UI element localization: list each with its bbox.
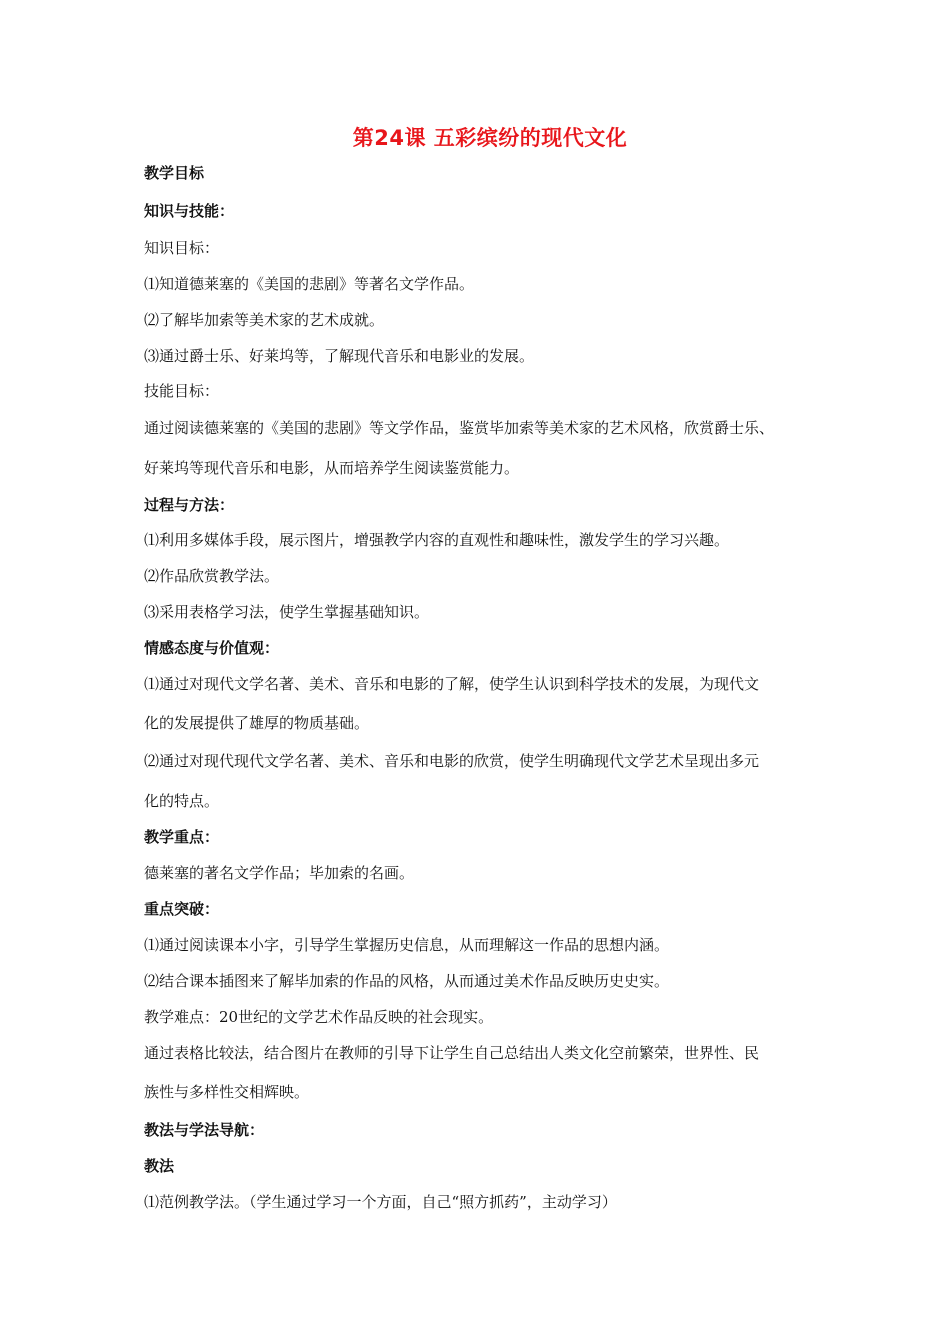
paragraph-line: ⑵了解毕加索等美术家的艺术成就。 [144, 311, 385, 329]
section-heading-teaching-learning-guide: 教法与学法导航： [144, 1121, 265, 1139]
paragraph-line: ⑶采用表格学习法，使学生掌握基础知识。 [144, 603, 430, 621]
paragraph-line: ⑴范例教学法。（学生通过学习一个方面，自己“照方抓药”，主动学习） [144, 1193, 617, 1211]
section-heading-teaching-goals: 教学目标 [144, 164, 205, 182]
subheading-knowledge-goals: 知识目标： [144, 239, 220, 257]
paragraph-line: ⑴通过阅读课本小字，引导学生掌握历史信息，从而理解这一作品的思想内涵。 [144, 936, 670, 954]
section-heading-key-points: 教学重点： [144, 828, 220, 846]
paragraph-line: ⑵结合课本插图来了解毕加索的作品的风格，从而通过美术作品反映历史史实。 [144, 972, 670, 990]
paragraph-line: ⑴利用多媒体手段，展示图片，增强教学内容的直观性和趣味性，激发学生的学习兴趣。 [144, 531, 730, 549]
paragraph-line: 通过表格比较法，结合图片在教师的引导下让学生自己总结出人类文化空前繁荣，世界性、民 [144, 1044, 760, 1062]
paragraph-line: 通过阅读德莱塞的《美国的悲剧》等文学作品，鉴赏毕加索等美术家的艺术风格，欣赏爵士乐、 [144, 419, 775, 437]
section-heading-key-breakthrough: 重点突破： [144, 900, 220, 918]
paragraph-line: ⑶通过爵士乐、好莱坞等，了解现代音乐和电影业的发展。 [144, 347, 535, 365]
section-heading-process-methods: 过程与方法： [144, 496, 235, 514]
paragraph-line: 族性与多样性交相辉映。 [144, 1083, 310, 1101]
section-heading-knowledge-skills: 知识与技能： [144, 202, 235, 220]
paragraph-line: ⑵通过对现代现代文学名著、美术、音乐和电影的欣赏，使学生明确现代文学艺术呈现出多元 [144, 752, 760, 770]
paragraph-line: 德莱塞的著名文学作品；毕加索的名画。 [144, 864, 415, 882]
section-heading-attitudes-values: 情感态度与价值观： [144, 639, 280, 657]
page-title: 第24课 五彩缤纷的现代文化 [352, 126, 628, 150]
paragraph-line: 好莱坞等现代音乐和电影，从而培养学生阅读鉴赏能力。 [144, 459, 520, 477]
paragraph-line: 化的发展提供了雄厚的物质基础。 [144, 714, 370, 732]
paragraph-line-difficulty: 教学难点：20世纪的文学艺术作品反映的社会现实。 [144, 1008, 494, 1026]
paragraph-line: 化的特点。 [144, 792, 220, 810]
subheading-skill-goals: 技能目标： [144, 382, 220, 400]
paragraph-line: ⑵作品欣赏教学法。 [144, 567, 280, 585]
subheading-teaching-methods: 教法 [144, 1157, 175, 1175]
paragraph-line: ⑴知道德莱塞的《美国的悲剧》等著名文学作品。 [144, 275, 475, 293]
paragraph-line: ⑴通过对现代文学名著、美术、音乐和电影的了解，使学生认识到科学技术的发展，为现代文 [144, 675, 760, 693]
